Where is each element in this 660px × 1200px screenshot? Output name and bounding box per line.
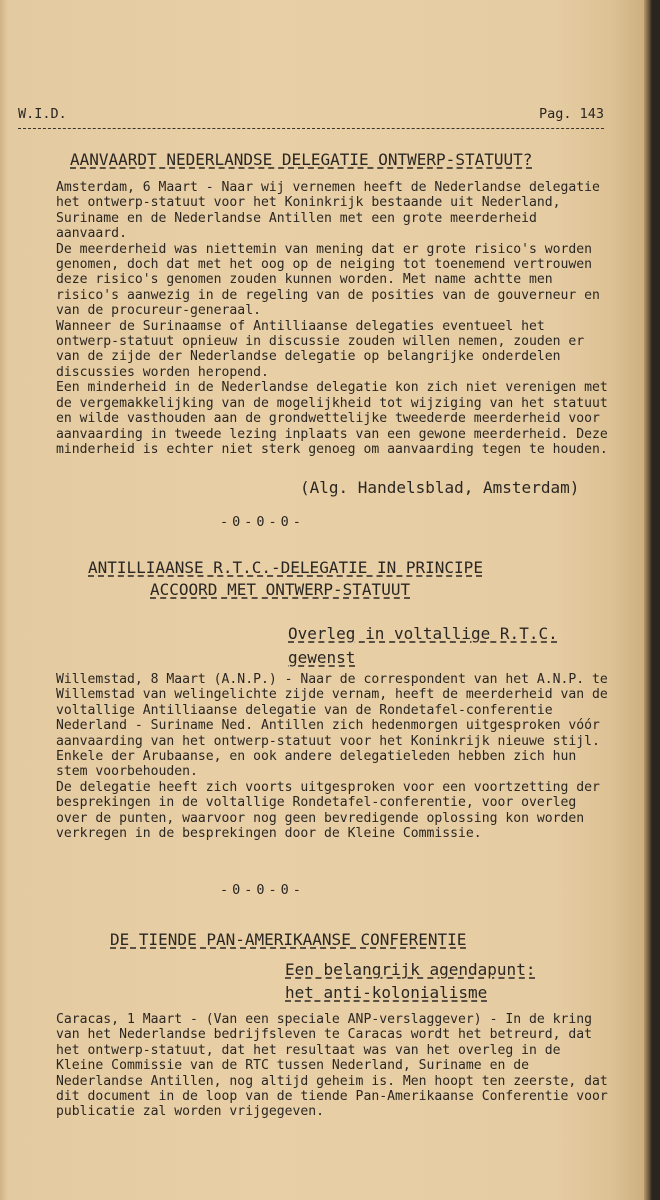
article2-subtitle-line1: Overleg in voltallige R.T.C. xyxy=(288,624,558,643)
page-header xyxy=(18,102,604,129)
article3-subtitle-line2: het anti-kolonialisme xyxy=(285,983,488,1002)
article2-title-line1: ANTILLIAANSE R.T.C.-DELEGATIE IN PRINCIPE xyxy=(88,558,483,577)
article3-title: DE TIENDE PAN-AMERIKAANSE CONFERENTIE xyxy=(110,930,467,949)
article2-subtitle-line2: gewenst xyxy=(288,648,356,667)
article2-body xyxy=(18,672,616,842)
article1-paragraph: Amsterdam, 6 Maart - Naar wij vernemen heeft de Nederlandse delegatie het ontwerp-statuut voor het Koninkrijk bestaande uit Nederland, Suriname en de Nederlandse Antillen met een grote meerderheid aanvaard. xyxy=(56,180,608,242)
article3-paragraph: Caracas, 1 Maart - (Van een speciale ANP-verslaggever) - In de kring van het Nederlandse bedrijfsleven te Caracas wordt het betreurd, dat het ontwerp-statuut, dat het resultaat was van het overleg in de Kleine Commissie van de RTC tussen Nederland, Suriname en de Nederlandse Antillen, nog altijd geheim is. Men hoopt ten zeerste, dat dit document in de loop van de tiende Pan-Amerikaanse Conferentie voor publicatie zal worden vrijgegeven. xyxy=(56,1012,616,1120)
article2-paragraph: Willemstad, 8 Maart (A.N.P.) - Naar de correspondent van het A.N.P. te Willemstad van welingelichte zijde vernam, heeft de meerderheid van de voltallige Antilliaanse delegatie van de Rondetafel-conferentie Nederland - Suriname Ned. Antillen zich hedenmorgen uitgesproken vóór aanvaarding van het ontwerp-statuut voor het Koninkrijk nieuwe stijl. Enkele der Arubaanse, en ook andere delegatieleden hebben zich hun stem voorbehouden. xyxy=(56,672,616,780)
article1-body xyxy=(18,180,616,457)
article3-body xyxy=(18,1012,616,1120)
article2-title-line2: ACCOORD MET ONTWERP-STATUUT xyxy=(150,580,411,599)
article1-title: AANVAARDT NEDERLANDSE DELEGATIE ONTWERP-STATUUT? xyxy=(70,150,533,169)
publication-code: W.I.D. xyxy=(18,106,67,122)
separator: -0-0-0- xyxy=(220,882,305,898)
page-edge xyxy=(644,0,652,1200)
article1-paragraph: De meerderheid was niettemin van mening dat er grote risico's worden genomen, doch dat met het oog op de neiging tot toenemend vertrouwen deze risico's genomen zouden kunnen worden. Met name achtte men risico's aanwezig in de regeling van de posities van de gouverneur en van de procureur-generaal. xyxy=(56,241,608,319)
article1-paragraph: Een minderheid in de Nederlandse delegatie kon zich niet verenigen met de vergemakkelijking van de mogelijkheid tot wijziging van het statuut en wilde vasthouden aan de grondwettelijke tweederde meerderheid voor aanvaarding in tweede lezing inplaats van een gewone meerderheid. Deze minderheid is echter niet sterk genoeg om aanvaarding tegen te houden. xyxy=(56,380,616,457)
article1-source: (Alg. Handelsblad, Amsterdam) xyxy=(300,478,580,497)
separator: -0-0-0- xyxy=(220,514,305,530)
page-binding xyxy=(0,0,8,1200)
article3-subtitle-line1: Een belangrijk agendapunt: xyxy=(285,960,536,979)
article2-paragraph: De delegatie heeft zich voorts uitgesproken voor een voortzetting der besprekingen in de voltallige Rondetafel-conferentie, voor overleg over de punten, waarvoor nog geen bevredigende oplossing kon worden verkregen in de besprekingen door de Kleine Commissie. xyxy=(56,779,608,842)
article1-paragraph: Wanneer de Surinaamse of Antilliaanse delegaties eventueel het ontwerp-statuut opnieuw in discussie zouden willen nemen, zouden er van de zijde der Nederlandse delegatie op belangrijke onderdelen discussies worden heropend. xyxy=(56,318,593,380)
page-number: Pag. 143 xyxy=(538,106,604,122)
